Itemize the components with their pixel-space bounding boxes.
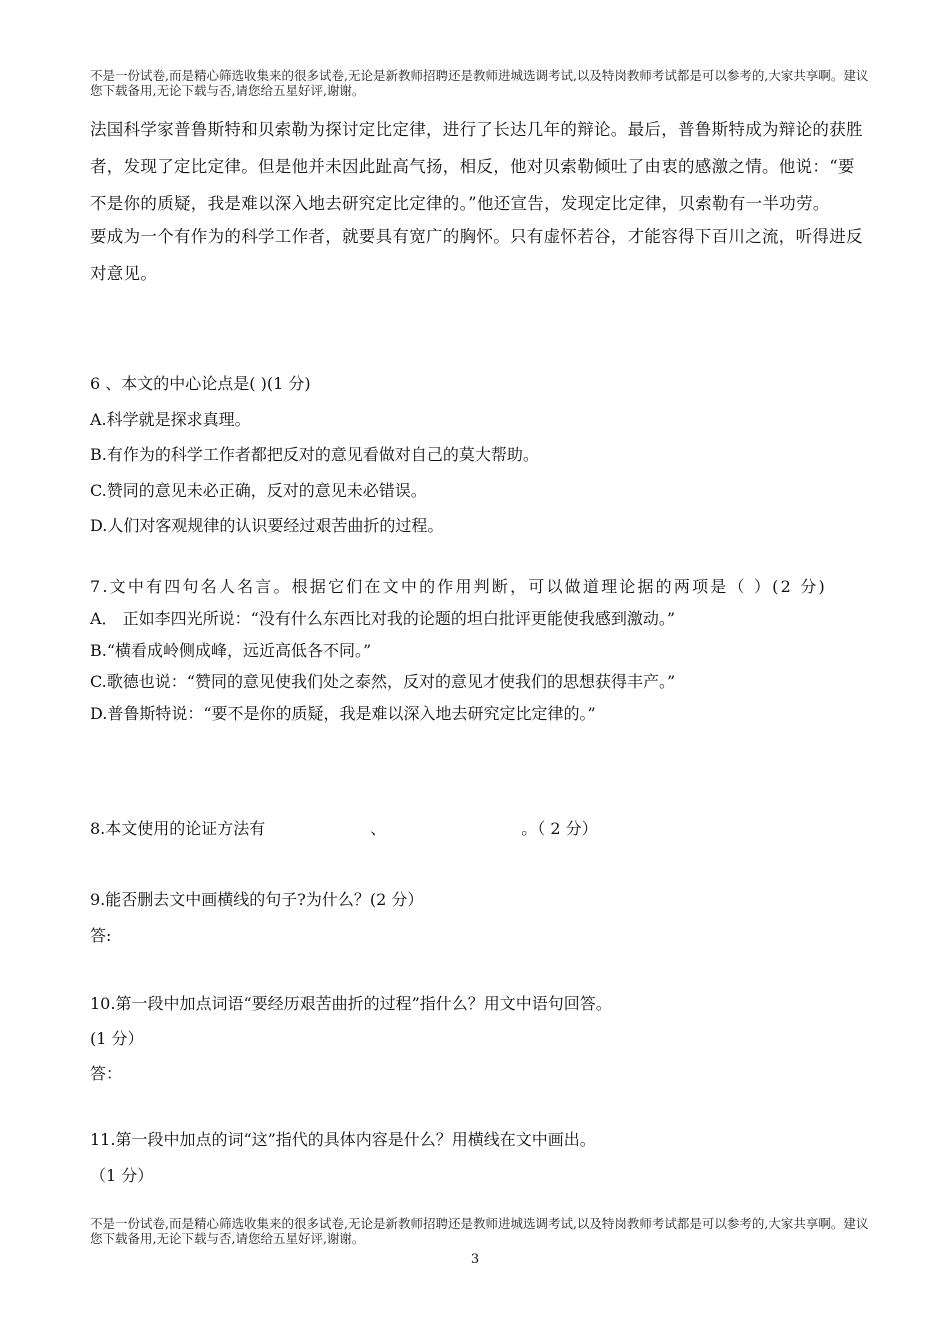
question-7-option-a: A． 正如李四光所说：“没有什么东西比对我的论题的坦白批评更能使我感到激动。” xyxy=(90,609,676,628)
question-8-score: 。（ 2 分） xyxy=(521,819,598,838)
question-11-stem: 11.第一段中加点的词“这”指代的具体内容是什么？用横线在文中画出。 xyxy=(90,1130,596,1149)
question-11 xyxy=(90,1122,870,1194)
question-6-stem: 6 、本文的中心论点是( )(1 分) xyxy=(90,374,311,393)
question-10 xyxy=(90,986,870,1091)
header-note: 不是一份试卷,而是精心筛选收集来的很多试卷,无论是新教师招聘还是教师进城选调考试,以及特岗教师考试都是可以参考的,大家共享啊。建议您下载备用,无论下载与否,请您给五星好评,谢谢。 xyxy=(90,68,869,98)
reading-passage xyxy=(90,111,870,292)
footer-note: 不是一份试卷,而是精心筛选收集来的很多试卷,无论是新教师招聘还是教师进城选调考试,以及特岗教师考试都是可以参考的,大家共享啊。建议您下载备用,无论下载与否,请您给五星好评,谢谢。 xyxy=(90,1216,869,1246)
question-8-separator: 、 xyxy=(370,819,387,838)
question-10-score: (1 分） xyxy=(90,1029,144,1048)
question-8 xyxy=(90,814,870,844)
question-11-score: （1 分） xyxy=(90,1166,154,1185)
question-6-option-c: C.赞同的意见未必正确，反对的意见未必错误。 xyxy=(90,480,427,500)
page-number: 3 xyxy=(470,1252,480,1267)
question-7-option-c: C.歌德也说：“赞同的意见使我们处之泰然，反对的意见才使我们的思想获得丰产。” xyxy=(90,672,676,691)
question-9-stem: 9.能否删去文中画横线的句子?为什么？(2 分） xyxy=(90,890,424,909)
question-6-option-a: A.科学就是探求真理。 xyxy=(90,409,251,429)
question-9-answer-label: 答: xyxy=(90,926,112,945)
question-6-option-d: D.人们对客观规律的认识要经过艰苦曲折的过程。 xyxy=(90,516,444,535)
question-6 xyxy=(90,366,870,544)
passage-paragraph-1: 法国科学家普鲁斯特和贝索勒为探讨定比定律，进行了长达几年的辩论。最后，普鲁斯特成为辩论的获胜者，发现了定比定律。但是他并未因此趾高气扬，相反，他对贝索勒倾吐了由衷的感激之情。他说：“要不是你的质疑，我是难以深入地去研究定比定律的。”他还宣告，发现定比定律，贝索勒有一半功劳。 xyxy=(90,120,863,213)
question-7-stem: 7.文中有四句名人名言。根据它们在文中的作用判断，可以做道理论据的两项是（ ）(2 分) xyxy=(90,577,827,596)
question-10-stem: 10.第一段中加点词语“要经历艰苦曲折的过程”指什么？用文中语句回答。 xyxy=(90,994,612,1013)
question-8-stem: 8.本文使用的论证方法有 xyxy=(90,819,266,838)
question-7-option-d: D.普鲁斯特说：“要不是你的质疑，我是难以深入地去研究定比定律的。” xyxy=(90,703,596,723)
question-10-answer-label: 答： xyxy=(90,1064,123,1083)
question-7 xyxy=(90,570,870,729)
question-6-option-b: B.有作为的科学工作者都把反对的意见看做对自己的莫大帮助。 xyxy=(90,445,539,464)
question-9 xyxy=(90,882,870,954)
passage-paragraph-2: 要成为一个有作为的科学工作者，就要具有宽广的胸怀。只有虚怀若谷，才能容得下百川之流，听得进反对意见。 xyxy=(90,227,863,283)
question-7-option-b: B.“横看成岭侧成峰，远近高低各不同。” xyxy=(90,640,372,660)
